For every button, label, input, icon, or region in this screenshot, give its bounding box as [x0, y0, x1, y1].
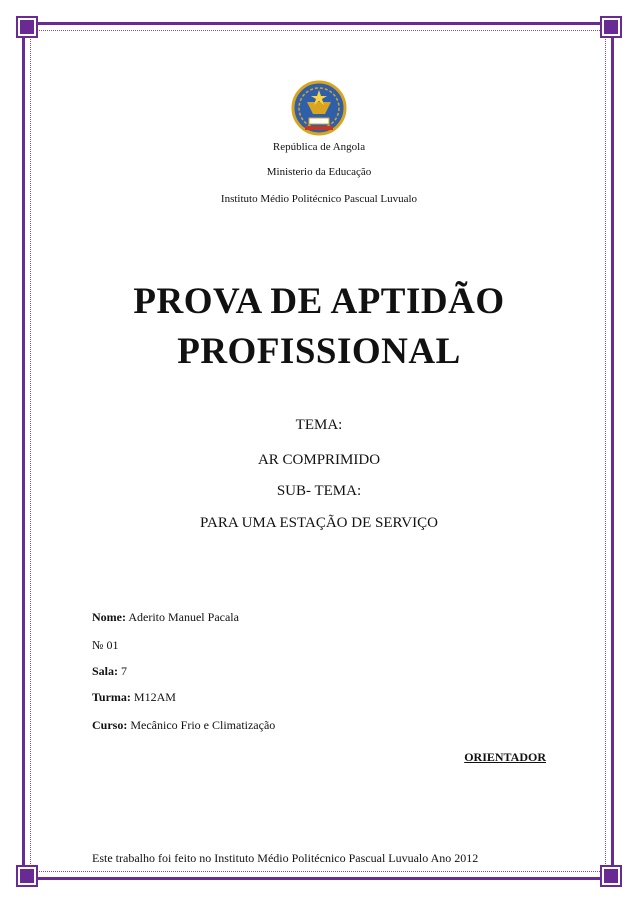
field-sala-value: 7 — [121, 664, 128, 678]
tema-label: TEMA: — [295, 417, 343, 433]
angola-emblem-icon — [291, 80, 347, 136]
footer-note: Este trabalho foi feito no Instituto Médio Politécnico Pascual Luvualo Ano 2012 — [92, 851, 479, 865]
field-sala-label: Sala: — [92, 664, 119, 678]
field-numero-label: № — [92, 638, 104, 652]
field-numero — [92, 638, 118, 653]
border-corner-bottom-right — [602, 867, 620, 885]
field-curso-label: Curso: — [92, 718, 128, 732]
orientador-heading: ORIENTADOR — [464, 750, 546, 764]
subtema-value: PARA UMA ESTAÇÃO DE SERVIÇO — [200, 515, 438, 531]
border-corner-bottom-left — [18, 867, 36, 885]
field-curso-value: Mecânico Frio e Climatização — [130, 718, 276, 732]
border-corner-top-left — [18, 18, 36, 36]
header-institute: Instituto Médio Politécnico Pascual Luvualo — [220, 193, 418, 205]
field-nome — [92, 610, 239, 625]
field-turma — [92, 690, 176, 705]
field-nome-label: Nome: — [92, 610, 126, 624]
subtema-label: SUB- TEMA: — [276, 483, 362, 499]
field-numero-value: 01 — [106, 638, 119, 652]
field-sala — [92, 664, 127, 679]
field-turma-label: Turma: — [92, 690, 131, 704]
tema-value: AR COMPRIMIDO — [257, 452, 381, 468]
header-republic: República de Angola — [272, 141, 366, 153]
header-ministry: Ministerio da Educação — [266, 166, 372, 178]
border-corner-top-right — [602, 18, 620, 36]
field-curso — [92, 718, 275, 733]
page-title-line2: PROFISSIONAL — [177, 331, 461, 372]
field-turma-value: M12AM — [133, 690, 176, 704]
field-nome-value: Aderito Manuel Pacala — [128, 610, 239, 624]
page-title-line1: PROVA DE APTIDÃO — [133, 281, 505, 322]
page-border-inner — [30, 30, 606, 872]
